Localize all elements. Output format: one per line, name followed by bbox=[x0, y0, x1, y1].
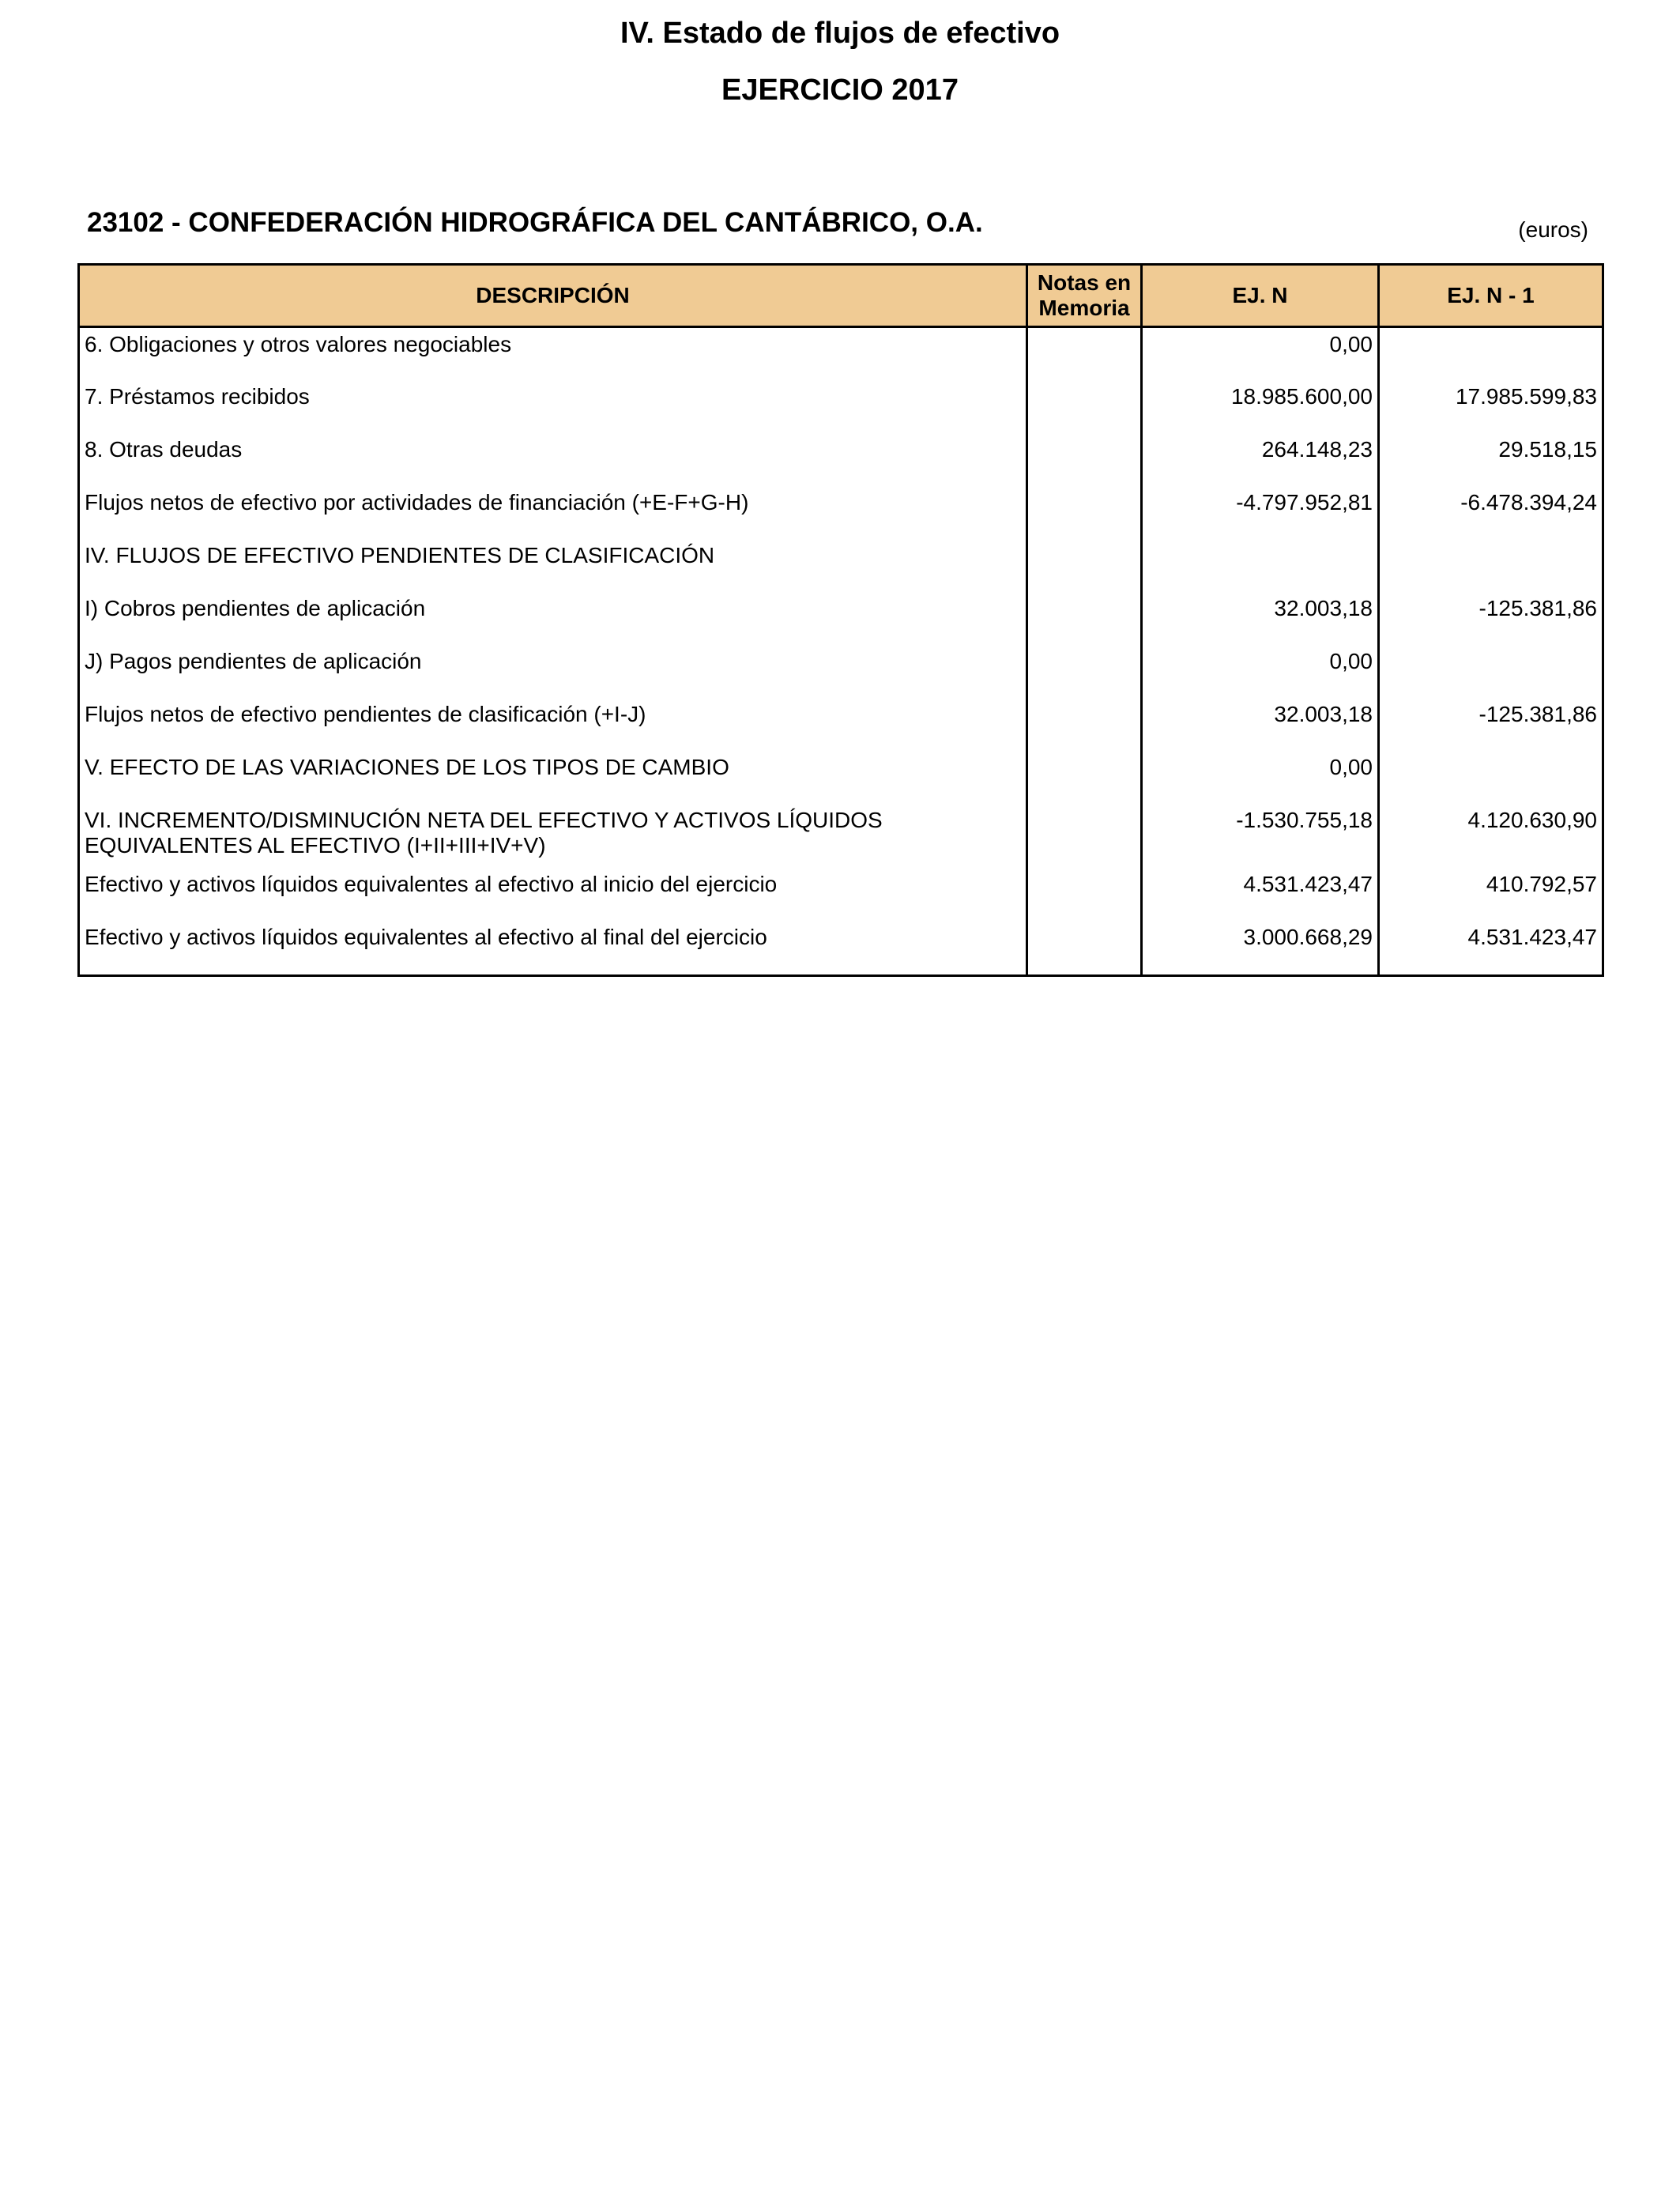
row-description: V. EFECTO DE LAS VARIACIONES DE LOS TIPOS DE CAMBIO bbox=[79, 751, 1027, 804]
row-value-year-n: 0,00 bbox=[1142, 327, 1379, 380]
row-value-year-n: 32.003,18 bbox=[1142, 592, 1379, 645]
row-notes bbox=[1027, 645, 1142, 698]
row-notes bbox=[1027, 380, 1142, 433]
row-description bbox=[79, 804, 1027, 868]
table-row bbox=[79, 592, 1603, 645]
row-value-year-n1: 4.531.423,47 bbox=[1379, 921, 1603, 976]
row-value-year-n1: -125.381,86 bbox=[1379, 592, 1603, 645]
table-row bbox=[79, 380, 1603, 433]
currency-unit: (euros) bbox=[1518, 217, 1588, 242]
cash-flow-table bbox=[77, 263, 1604, 977]
column-header-year-n1: EJ. N - 1 bbox=[1379, 265, 1603, 327]
table-row bbox=[79, 751, 1603, 804]
row-description: Flujos netos de efectivo pendientes de clasificación (+I-J) bbox=[79, 698, 1027, 751]
row-value-year-n1: -6.478.394,24 bbox=[1379, 486, 1603, 539]
row-description-line-1: VI. INCREMENTO/DISMINUCIÓN NETA DEL EFECTIVO Y ACTIVOS LÍQUIDOS bbox=[85, 807, 883, 832]
column-header-year-n: EJ. N bbox=[1142, 265, 1379, 327]
row-value-year-n: 264.148,23 bbox=[1142, 433, 1379, 486]
row-description: 7. Préstamos recibidos bbox=[79, 380, 1027, 433]
table-header-row bbox=[79, 265, 1603, 327]
row-value-year-n: 18.985.600,00 bbox=[1142, 380, 1379, 433]
page-title: IV. Estado de flujos de efectivo bbox=[620, 17, 1060, 50]
table-row bbox=[79, 539, 1603, 592]
row-notes bbox=[1027, 698, 1142, 751]
row-notes bbox=[1027, 804, 1142, 868]
row-description: 8. Otras deudas bbox=[79, 433, 1027, 486]
table-row bbox=[79, 433, 1603, 486]
row-value-year-n: 32.003,18 bbox=[1142, 698, 1379, 751]
row-description: Flujos netos de efectivo por actividades de financiación (+E-F+G-H) bbox=[79, 486, 1027, 539]
row-value-year-n1 bbox=[1379, 539, 1603, 592]
row-value-year-n: 0,00 bbox=[1142, 751, 1379, 804]
row-notes bbox=[1027, 921, 1142, 976]
row-value-year-n1 bbox=[1379, 645, 1603, 698]
row-value-year-n1 bbox=[1379, 751, 1603, 804]
table-row bbox=[79, 868, 1603, 921]
row-value-year-n1: -125.381,86 bbox=[1379, 698, 1603, 751]
entity-name: 23102 - CONFEDERACIÓN HIDROGRÁFICA DEL CANTÁBRICO, O.A. bbox=[87, 207, 983, 238]
table-row bbox=[79, 921, 1603, 976]
row-description: IV. FLUJOS DE EFECTIVO PENDIENTES DE CLASIFICACIÓN bbox=[79, 539, 1027, 592]
fiscal-year-title: EJERCICIO 2017 bbox=[721, 74, 959, 107]
table-row bbox=[79, 804, 1603, 868]
row-notes bbox=[1027, 868, 1142, 921]
row-notes bbox=[1027, 539, 1142, 592]
row-description: I) Cobros pendientes de aplicación bbox=[79, 592, 1027, 645]
row-value-year-n1: 410.792,57 bbox=[1379, 868, 1603, 921]
row-notes bbox=[1027, 751, 1142, 804]
row-notes bbox=[1027, 327, 1142, 380]
row-value-year-n bbox=[1142, 539, 1379, 592]
row-description: Efectivo y activos líquidos equivalentes al efectivo al final del ejercicio bbox=[79, 921, 1027, 976]
row-description-line-2: EQUIVALENTES AL EFECTIVO (I+II+III+IV+V) bbox=[85, 832, 546, 858]
row-notes bbox=[1027, 433, 1142, 486]
table-row bbox=[79, 486, 1603, 539]
row-notes bbox=[1027, 592, 1142, 645]
table-row bbox=[79, 645, 1603, 698]
row-value-year-n: 4.531.423,47 bbox=[1142, 868, 1379, 921]
row-description: Efectivo y activos líquidos equivalentes al efectivo al inicio del ejercicio bbox=[79, 868, 1027, 921]
row-value-year-n: 3.000.668,29 bbox=[1142, 921, 1379, 976]
row-value-year-n1: 29.518,15 bbox=[1379, 433, 1603, 486]
row-value-year-n: -4.797.952,81 bbox=[1142, 486, 1379, 539]
column-header-description: DESCRIPCIÓN bbox=[79, 265, 1027, 327]
row-value-year-n1: 17.985.599,83 bbox=[1379, 380, 1603, 433]
row-value-year-n1: 4.120.630,90 bbox=[1379, 804, 1603, 868]
row-description: J) Pagos pendientes de aplicación bbox=[79, 645, 1027, 698]
row-notes bbox=[1027, 486, 1142, 539]
table-row bbox=[79, 327, 1603, 380]
row-value-year-n1 bbox=[1379, 327, 1603, 380]
row-value-year-n: 0,00 bbox=[1142, 645, 1379, 698]
table-row bbox=[79, 698, 1603, 751]
row-description: 6. Obligaciones y otros valores negociables bbox=[79, 327, 1027, 380]
row-value-year-n: -1.530.755,18 bbox=[1142, 804, 1379, 868]
column-header-notes: Notas en Memoria bbox=[1027, 265, 1142, 327]
